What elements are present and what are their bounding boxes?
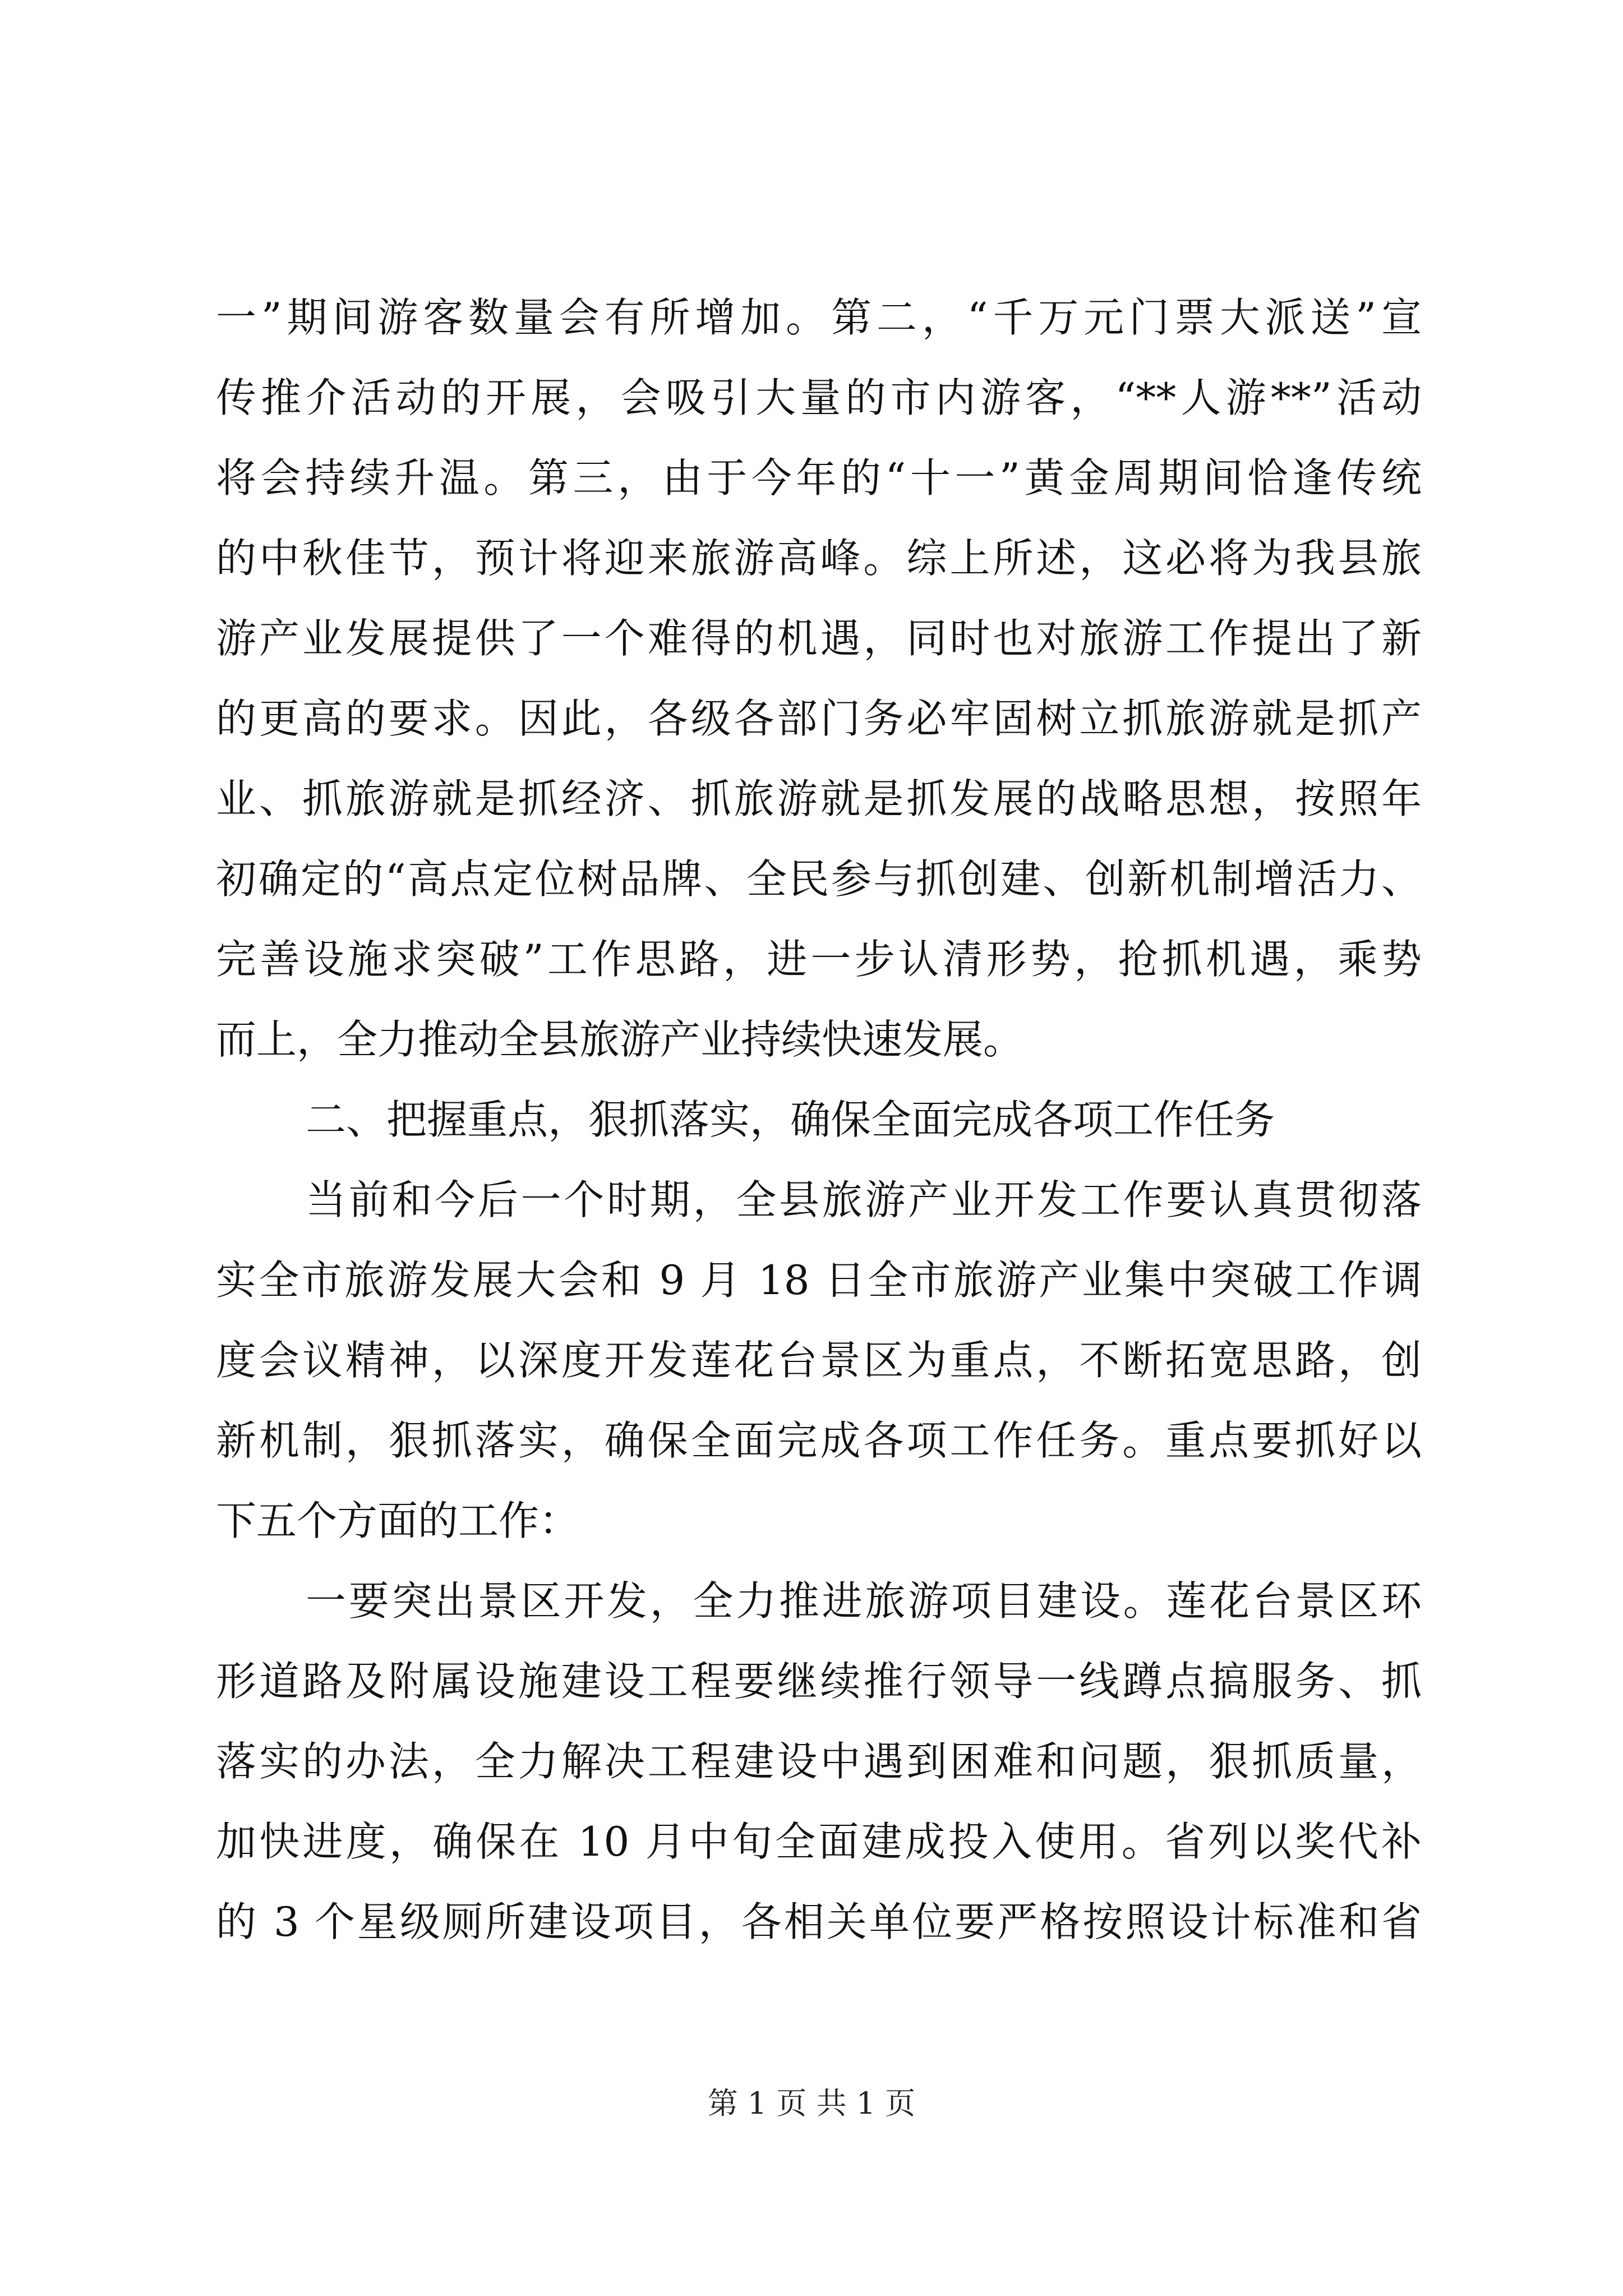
paragraph-line: 新机制，狠抓落实，确保全面完成各项工作任务。重点要抓好以 [216, 1417, 1422, 1464]
paragraph-line: 度会议精神，以深度开发莲花台景区为重点，不断拓宽思路，创 [216, 1337, 1422, 1384]
paragraph-line: 的中秋佳节，预计将迎来旅游高峰。综上所述，这必将为我县旅 [216, 535, 1422, 582]
paragraph-line: 形道路及附属设施建设工程要继续推行领导一线蹲点搞服务、抓 [216, 1658, 1422, 1705]
paragraph-line: 完善设施求突破”工作思路，进一步认清形势，抢抓机遇，乘势 [216, 936, 1422, 983]
paragraph-line: 将会持续升温。第三，由于今年的“十一”黄金周期间恰逢传统 [216, 454, 1422, 501]
paragraph-line: 业、抓旅游就是抓经济、抓旅游就是抓发展的战略思想，按照年 [216, 775, 1422, 822]
paragraph-line: 一”期间游客数量会有所增加。第二，“千万元门票大派送”宣 [216, 294, 1422, 341]
paragraph-line: 加快进度，确保在 10 月中旬全面建成投入使用。省列以奖代补 [216, 1818, 1422, 1865]
page-footer: 第 1 页 共 1 页 [707, 2086, 916, 2121]
paragraph-line: 传推介活动的开展，会吸引大量的市内游客，“**人游**”活动 [216, 374, 1422, 421]
paragraph-first-line: 当前和今后一个时期，全县旅游产业开发工作要认真贯彻落 [306, 1176, 1422, 1223]
document-body [216, 278, 1422, 1962]
paragraph-line: 初确定的“高点定位树品牌、全民参与抓创建、创新机制增活力、 [216, 855, 1422, 903]
paragraph-line: 下五个方面的工作： [216, 1497, 580, 1544]
paragraph-first-line: 二、把握重点，狠抓落实，确保全面完成各项工作任务 [306, 1096, 1275, 1143]
paragraph-line: 游产业发展提供了一个难得的机遇，同时也对旅游工作提出了新 [216, 615, 1422, 662]
paragraph-line: 落实的办法，全力解决工程建设中遇到困难和问题，狠抓质量， [216, 1738, 1422, 1785]
paragraph-line: 的更高的要求。因此，各级各部门务必牢固树立抓旅游就是抓产 [216, 695, 1422, 742]
paragraph-line: 而上，全力推动全县旅游产业持续快速发展。 [216, 1016, 1024, 1063]
paragraph-first-line: 一要突出景区开发，全力推进旅游项目建设。莲花台景区环 [306, 1577, 1422, 1625]
paragraph-line: 实全市旅游发展大会和 9 月 18 日全市旅游产业集中突破工作调 [216, 1257, 1422, 1304]
paragraph-line: 的 3 个星级厕所建设项目，各相关单位要严格按照设计标准和省 [216, 1898, 1422, 1945]
